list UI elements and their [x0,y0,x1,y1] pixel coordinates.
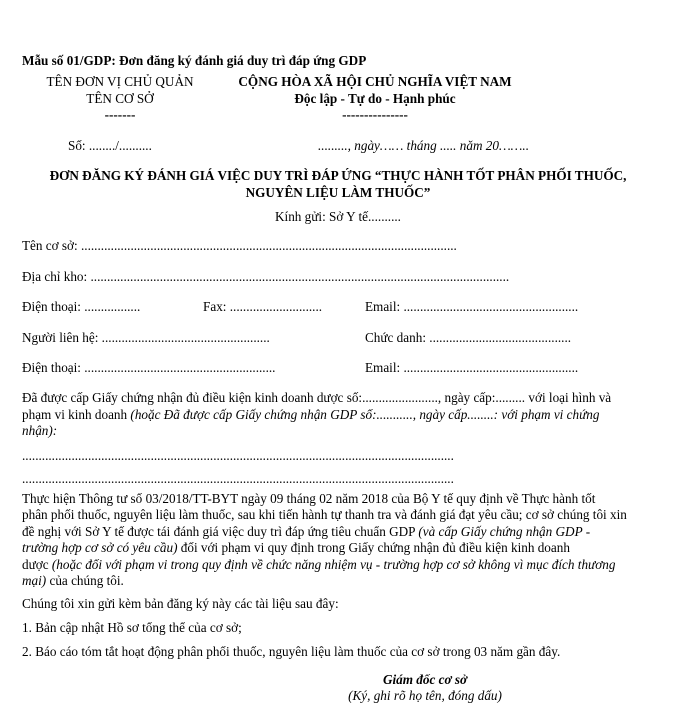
form-code: Mẫu số 01/GDP: Đơn đăng ký đánh giá duy trì đáp ứng GDP [22,53,367,68]
dotted-line-1[interactable]: ................................................................................................................................... [22,449,454,463]
header-left-rule: ------- [104,107,136,122]
signature-note: (Ký, ghi rõ họ tên, đóng dấu) [348,688,502,703]
certificate-line2-normal: phạm vi kinh doanh [22,407,131,422]
header-right-line1: CỘNG HÒA XÃ HỘI CHỦ NGHĨA VIỆT NAM [238,74,512,89]
attachment-item-1: 1. Bản cập nhật Hồ sơ tổng thể của cơ sở; [22,620,242,635]
field-warehouse-address[interactable]: Địa chỉ kho: ............................................................................................................................... [22,269,510,284]
certificate-line1: Đã được cấp Giấy chứng nhận đủ điều kiện kinh doanh dược số:......................., ngày cấp:......... với loại hình và [22,390,612,405]
dotted-line-2[interactable]: ................................................................................................................................... [22,472,454,486]
main-para-line3-italic: (và cấp Giấy chứng nhận GDP - [418,524,591,539]
main-para-line3-normal: đề nghị với Sở Y tế được tái đánh giá việc duy trì đáp ứng tiêu chuẩn GDP [22,524,419,539]
field-email-2[interactable]: Email: ..................................................... [365,360,579,375]
main-para-line6 [22,574,124,587]
field-phone-1[interactable]: Điện thoại: ................. [22,299,141,314]
certificate-line3: nhận): [22,423,58,438]
header-right-rule: --------------- [342,107,408,122]
attachments-intro: Chúng tôi xin gửi kèm bản đăng ký này các tài liệu sau đây: [22,596,339,611]
field-fax[interactable]: Fax: ............................ [203,299,323,314]
signature-title: Giám đốc cơ sở [382,672,468,687]
main-para-line1: Thực hiện Thông tư số 03/2018/TT-BYT ngày 09 tháng 02 năm 2018 của Bộ Y tế quy định về Thực hành tốt [22,491,596,506]
header-left-line2: TÊN CƠ SỞ [86,91,154,106]
main-para-line3 [22,525,590,538]
main-para-line5-italic: (hoặc đối với phạm vi trong quy định về chức năng nhiệm vụ - trường hợp cơ sở không vì mục đích thương [51,557,616,572]
certificate-line2-italic: (hoặc Đã được cấp Giấy chứng nhận GDP số:..........., ngày cấp........: với phạm vi chứng [130,407,600,422]
recipient: Kính gửi: Sở Y tế.......... [275,209,401,224]
field-job-title[interactable]: Chức danh: ........................................... [365,330,572,345]
main-para-line4 [22,541,570,554]
main-para-line5-normal: dược [22,557,52,572]
header-right-line2: Độc lập - Tự do - Hạnh phúc [294,91,456,106]
field-contact-person[interactable]: Người liên hệ: ................................................... [22,330,270,345]
field-email-1[interactable]: Email: ..................................................... [365,299,579,314]
field-facility-name[interactable]: Tên cơ sở: .................................................................................................................. [22,238,457,253]
title-line1: ĐƠN ĐĂNG KÝ ĐÁNH GIÁ VIỆC DUY TRÌ ĐÁP ỨNG “THỰC HÀNH TỐT PHÂN PHỐI THUỐC, [49,168,627,183]
title-line2: NGUYÊN LIỆU LÀM THUỐC” [245,185,431,200]
attachment-item-2: 2. Báo cáo tóm tắt hoạt động phân phối thuốc, nguyên liệu làm thuốc của cơ sở trong 03 năm gần đây. [22,644,561,659]
certificate-line2 [22,408,599,421]
field-phone-2[interactable]: Điện thoại: .......................................................... [22,360,276,375]
header-left-line1: TÊN ĐƠN VỊ CHỦ QUẢN [46,74,194,89]
main-para-line6-italic: mại) [22,573,47,588]
main-para-line4-normal: đối với phạm vi quy định trong Giấy chứng nhận đủ điều kiện kinh doanh [177,540,570,555]
main-para-line6-normal: của chúng tôi. [46,573,124,588]
document-date: ........., ngày…… tháng ..... năm 20…….. [318,138,530,153]
main-para-line2: phân phối thuốc, nguyên liệu làm thuốc, sau khi tiến hành tự thanh tra và đánh giá đạt yêu cầu; cơ sở chúng tôi xin [22,507,627,522]
main-para-line4-italic: trường hợp cơ sở có yêu cầu) [22,540,178,555]
main-para-line5 [22,558,615,571]
document-number: Số: ......../.......... [68,138,152,153]
